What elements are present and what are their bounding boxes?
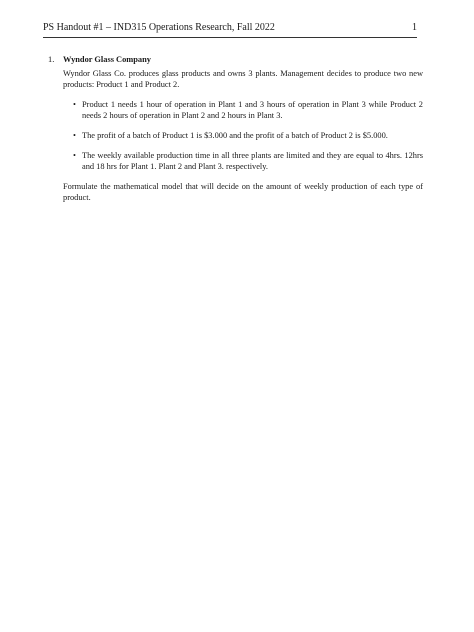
document-body bbox=[48, 54, 423, 212]
page-header bbox=[43, 21, 417, 38]
bullet-text: The profit of a batch of Product 1 is $3.000 and the profit of a batch of Product 2 is $5.000. bbox=[82, 130, 388, 140]
bullet-icon: • bbox=[73, 130, 76, 140]
header-title: PS Handout #1 – IND315 Operations Research, Fall 2022 bbox=[43, 22, 275, 33]
list-item bbox=[63, 130, 423, 142]
page-number: 1 bbox=[412, 22, 417, 33]
problem-intro: Wyndor Glass Co. produces glass products and owns 3 plants. Management decides to produce two new products: Product 1 and Product 2. bbox=[63, 68, 423, 90]
list-item bbox=[63, 150, 423, 173]
bullet-icon: • bbox=[73, 150, 76, 160]
requirements-list bbox=[63, 99, 423, 173]
problem-title: Wyndor Glass Company bbox=[63, 55, 151, 64]
bullet-text: The weekly available production time in all three plants are limited and they are equal to 4hrs. 12hrs and 18 hrs for Plant 1. Plant 2 and Plant 3. respectively. bbox=[82, 150, 423, 172]
problem-item bbox=[48, 54, 423, 204]
bullet-text: Product 1 needs 1 hour of operation in Plant 1 and 3 hours of operation in Plant 3 while Product 2 needs 2 hours of operation in Plant 2 and 2 hours in Plant 3. bbox=[82, 99, 423, 121]
problem-conclusion: Formulate the mathematical model that will decide on the amount of weekly production of each type of product. bbox=[63, 181, 423, 203]
bullet-icon: • bbox=[73, 99, 76, 109]
problem-number: 1. bbox=[48, 55, 55, 64]
list-item bbox=[63, 99, 423, 122]
